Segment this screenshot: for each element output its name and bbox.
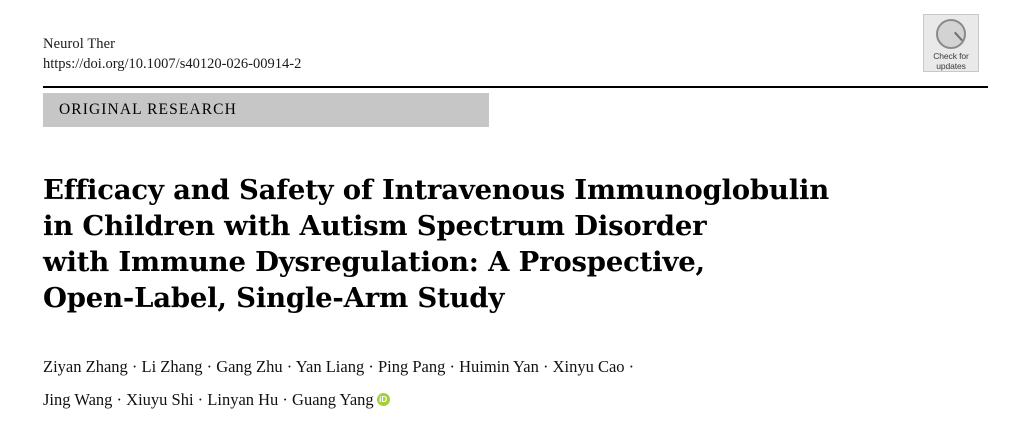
crossmark-line-2: updates	[936, 61, 966, 71]
author-list	[43, 350, 943, 416]
crossmark-line-1: Check for	[933, 51, 969, 61]
header-divider	[43, 86, 988, 88]
journal-name: Neurol Ther	[43, 36, 116, 52]
author-line-2	[43, 383, 943, 416]
article-doi[interactable]: https://doi.org/10.1007/s40120-026-00914-2	[43, 56, 302, 72]
author-line-2-text: Jing Wang · Xiuyu Shi · Linyan Hu · Guang Yang	[43, 390, 374, 409]
crossmark-badge[interactable]	[923, 14, 979, 72]
orcid-icon[interactable]	[377, 393, 390, 406]
title-line-4: Open-Label, Single-Arm Study	[43, 282, 505, 314]
title-line-2: in Children with Autism Spectrum Disorder	[43, 210, 707, 242]
page-title	[43, 172, 923, 316]
author-line-1: Ziyan Zhang · Li Zhang · Gang Zhu · Yan Liang · Ping Pang · Huimin Yan · Xinyu Cao ·	[43, 357, 635, 376]
title-line-3: with Immune Dysregulation: A Prospective,	[43, 246, 705, 278]
title-line-1: Efficacy and Safety of Intravenous Immunoglobulin	[43, 174, 829, 206]
refresh-circle-icon	[936, 19, 966, 49]
section-tag-label: ORIGINAL RESEARCH	[59, 101, 237, 118]
section-tag	[43, 93, 489, 127]
journal-metadata	[43, 34, 301, 74]
